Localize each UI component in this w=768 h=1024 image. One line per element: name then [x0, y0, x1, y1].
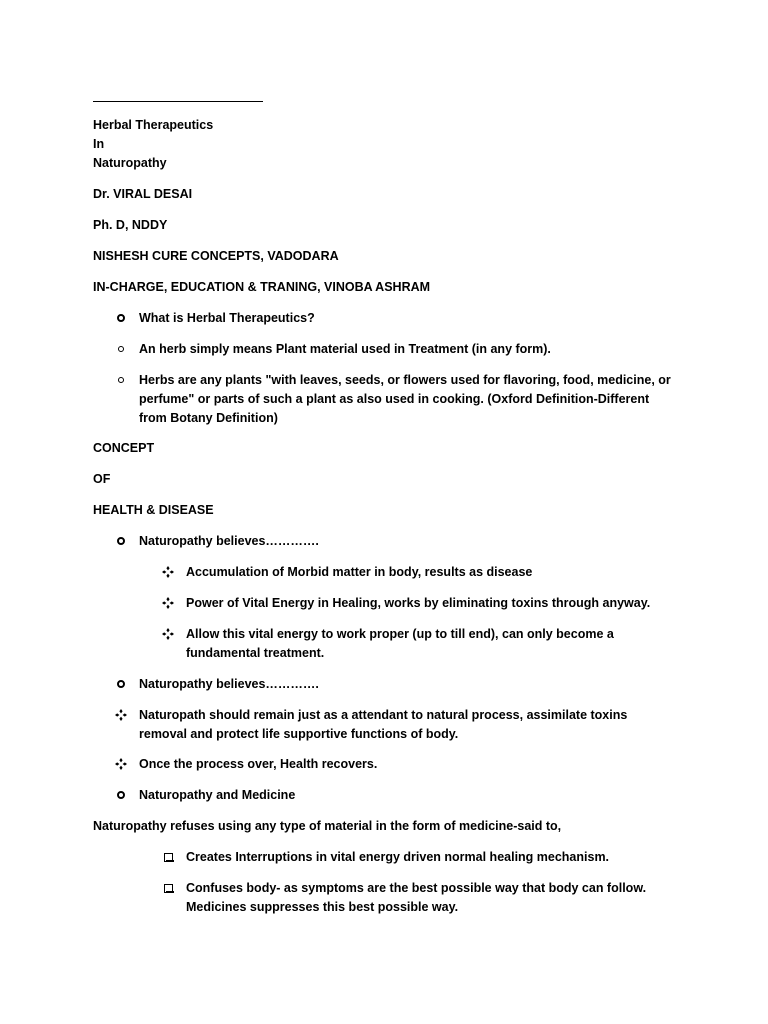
small-circle-icon — [114, 342, 128, 356]
naturopathy-refuses-medicine: Naturopathy refuses using any type of material in the form of medicine-said to, — [93, 819, 562, 833]
four-diamond-icon — [114, 708, 128, 722]
signature-rule — [93, 101, 263, 102]
naturopathy-believes-1: Naturopathy believes…………. — [139, 534, 319, 548]
confuses-body-line-1: Confuses body- as symptoms are the best possible way that body can follow. — [186, 881, 647, 895]
title-line-1: Herbal Therapeutics — [93, 118, 214, 132]
herb-definition-2-line-3: from Botany Definition) — [139, 411, 278, 425]
belief-allow-vital-energy-line-1: Allow this vital energy to work proper (up to till end), can only become a — [186, 627, 614, 641]
belief-allow-vital-energy-line-2: fundamental treatment. — [186, 646, 325, 660]
hollow-circle-icon — [114, 788, 128, 802]
herb-definition-2-line-1: Herbs are any plants "with leaves, seeds, or flowers used for flavoring, food, medicine, or — [139, 373, 671, 387]
confuses-body-line-2: Medicines suppresses this best possible way. — [186, 900, 459, 914]
creates-interruptions: Creates Interruptions in vital energy driven normal healing mechanism. — [186, 850, 610, 864]
organization-1: NISHESH CURE CONCEPTS, VADODARA — [93, 249, 339, 263]
question-herbal-therapeutics: What is Herbal Therapeutics? — [139, 311, 315, 325]
heading-health-disease: HEALTH & DISEASE — [93, 503, 214, 517]
naturopath-attendant-line-1: Naturopath should remain just as a attendant to natural process, assimilate toxins — [139, 708, 628, 722]
heading-of: OF — [93, 472, 111, 486]
author-degree: Ph. D, NDDY — [93, 218, 168, 232]
hollow-circle-icon — [114, 677, 128, 691]
four-diamond-icon — [161, 627, 175, 641]
process-over-health-recovers: Once the process over, Health recovers. — [139, 757, 378, 771]
title-line-2: In — [93, 137, 105, 151]
belief-morbid-matter: Accumulation of Morbid matter in body, results as disease — [186, 565, 533, 579]
naturopathy-and-medicine: Naturopathy and Medicine — [139, 788, 296, 802]
hollow-circle-icon — [114, 534, 128, 548]
belief-vital-energy: Power of Vital Energy in Healing, works by eliminating toxins through anyway. — [186, 596, 651, 610]
title-line-3: Naturopathy — [93, 156, 167, 170]
four-diamond-icon — [161, 565, 175, 579]
author-name: Dr. VIRAL DESAI — [93, 187, 193, 201]
herb-definition-2-line-2: perfume" or parts of such a plant as also used in cooking. (Oxford Definition-Different — [139, 392, 650, 406]
shadowed-square-icon — [161, 850, 175, 864]
naturopathy-believes-2: Naturopathy believes…………. — [139, 677, 319, 691]
heading-concept: CONCEPT — [93, 441, 155, 455]
organization-2: IN-CHARGE, EDUCATION & TRANING, VINOBA ASHRAM — [93, 280, 431, 294]
hollow-circle-icon — [114, 311, 128, 325]
shadowed-square-icon — [161, 881, 175, 895]
naturopath-attendant-line-2: removal and protect life supportive functions of body. — [139, 727, 459, 741]
four-diamond-icon — [161, 596, 175, 610]
herb-definition-1: An herb simply means Plant material used in Treatment (in any form). — [139, 342, 551, 356]
four-diamond-icon — [114, 757, 128, 771]
small-circle-icon — [114, 373, 128, 387]
